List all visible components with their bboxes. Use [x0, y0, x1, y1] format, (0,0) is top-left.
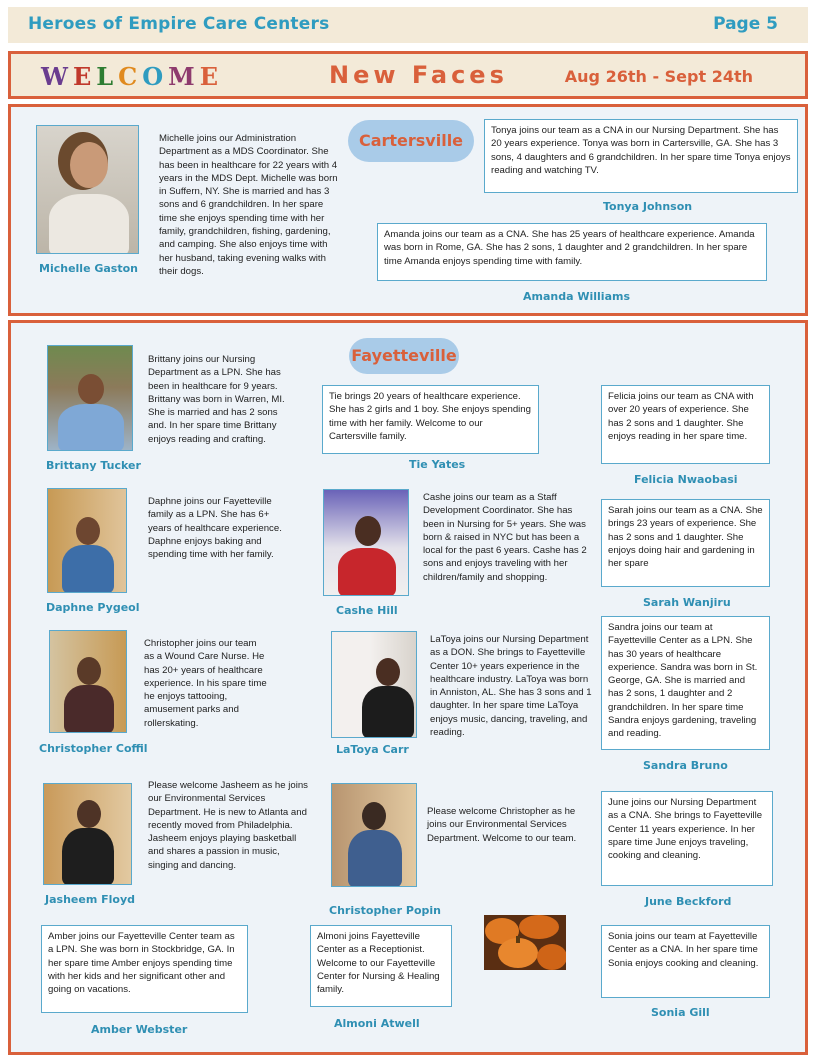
christopher-popin-bio: Please welcome Christopher as he joins our Environmental Services Department. Welcome to our team. — [427, 806, 577, 844]
felicia-bio: Felicia joins our team as CNA with over 20 years of experience. She has 2 sons and 1 daughter. She enjoys reading in her spare time. — [601, 385, 770, 464]
tie-bio: Tie brings 20 years of healthcare experience. She has 2 girls and 1 boy. She enjoys spending time with her family. Welcome to our Cartersville family. — [322, 385, 539, 454]
cashe-photo — [323, 489, 409, 596]
felicia-name: Felicia Nwaobasi — [634, 473, 738, 486]
brittany-name: Brittany Tucker — [46, 459, 141, 472]
cashe-name: Cashe Hill — [336, 604, 398, 617]
new-faces-heading: New Faces — [329, 61, 508, 89]
jasheem-bio: Please welcome Jasheem as he joins our Environmental Services Department. He is new to Atlanta and recently moved from Philadelphia. Jasheem enjoys playing basketball and shares a passion in music, singing and dancing. — [148, 780, 308, 871]
amanda-name: Amanda Williams — [523, 290, 631, 303]
christopher-coffil-name: Christopher Coffil — [39, 742, 148, 755]
sonia-name: Sonia Gill — [651, 1006, 710, 1019]
sonia-bio: Sonia joins our team at Fayetteville Center as a CNA. In her spare time Sonia enjoys cooking and cleaning. — [601, 925, 770, 998]
date-range: Aug 26th - Sept 24th — [564, 67, 753, 86]
cartersville-label: Cartersville — [348, 120, 474, 162]
june-bio: June joins our Nursing Department as a CNA. She brings to Fayetteville Center 11 years experience. In her spare time June enjoys traveling, cooking and cleaning. — [601, 791, 773, 886]
christopher-coffil-bio: Christopher joins our team as a Wound Care Nurse. He has 20+ years of healthcare experience. In his spare time he enjoys tattooing, amusement parks and rollerskating. — [144, 638, 267, 729]
amanda-bio: Amanda joins our team as a CNA. She has 25 years of healthcare experience. Amanda was born in Rome, GA. She has 2 sons, 1 daughter and 2 grandchildren. In her spare time Amanda enjoys spending time with family. — [377, 223, 767, 281]
michelle-bio: Michelle joins our Administration Department as a MDS Coordinator. She has been in healthcare for 22 years with 4 years in the MDS Dept. Michelle was born in Suffern, NY. She is married and has 3 sons and 6 grandchildren. In her spare time she enjoys spending time with her family, grandchildren, fishing, gardening, and camping. She also enjoys time with her husband, taking evening walks with their dogs. — [159, 133, 338, 277]
fayetteville-section — [8, 320, 808, 1055]
tonya-bio: Tonya joins our team as a CNA in our Nursing Department. She has 20 years experience. Tonya was born in Cartersville, GA. She has 3 sons, 4 daughters and 6 grandchildren. In her spare time Tonya enjoys reading and watching TV. — [484, 119, 798, 193]
welcome-banner — [8, 51, 808, 99]
header-bar — [8, 7, 808, 43]
sarah-name: Sarah Wanjiru — [643, 596, 731, 609]
christopher-popin-name: Christopher Popin — [329, 904, 441, 917]
cashe-bio: Cashe joins our team as a Staff Development Coordinator. She has been in Nursing for 5+ years. She was born & raised in NYC but has been a local for the past 6 years. Cashe has 2 sons and enjoys traveling with her children/family and shopping. — [423, 492, 587, 583]
sandra-name: Sandra Bruno — [643, 759, 728, 772]
tie-name: Tie Yates — [409, 458, 466, 471]
brittany-photo — [47, 345, 133, 451]
latoya-bio: LaToya joins our Nursing Department as a DON. She brings to Fayetteville Center 10+ years experience in the healthcare industry. LaToya was born in Anniston, AL. She has 3 sons and 1 daughter. In her spare time LaToya enjoys music, dancing, traveling, and reading. — [430, 634, 592, 739]
page-number: Page 5 — [713, 14, 778, 34]
amber-name: Amber Webster — [91, 1023, 188, 1036]
christopher-popin-photo — [331, 783, 417, 887]
almoni-bio: Almoni joins Fayetteville Center as a Receptionist. Welcome to our Fayetteville Center for Nursing & Healing family. — [310, 925, 452, 1007]
pumpkins-image — [484, 915, 566, 970]
jasheem-photo — [43, 783, 132, 885]
jasheem-name: Jasheem Floyd — [45, 893, 135, 906]
daphne-bio: Daphne joins our Fayetteville family as a LPN. She has 6+ years of healthcare experience. Daphne enjoys baking and spending time with her family. — [148, 496, 282, 561]
newsletter-title: Heroes of Empire Care Centers — [28, 14, 330, 34]
pumpkins-graphic — [484, 915, 566, 970]
daphne-photo — [47, 488, 127, 593]
latoya-photo — [331, 631, 417, 738]
sarah-bio: Sarah joins our team as a CNA. She brings 23 years of experience. She has 2 sons and 1 daughter. She enjoys doing hair and gardening in her spare — [601, 499, 770, 587]
christopher-coffil-photo — [49, 630, 127, 733]
almoni-name: Almoni Atwell — [334, 1017, 420, 1030]
sandra-bio: Sandra joins our team at Fayetteville Center as a LPN. She has 30 years of healthcare experience. Sandra was born in St. George, GA. She is married and has 2 sons, 1 daughter and 2 grandchildren. In her spare time Sandra enjoys gardening, traveling and reading. — [601, 616, 770, 750]
daphne-name: Daphne Pygeol — [46, 601, 140, 614]
latoya-name: LaToya Carr — [336, 743, 409, 756]
amber-bio: Amber joins our Fayetteville Center team as a LPN. She was born in Stockbridge, GA. In her spare time Amber enjoys spending time with her kids and her significant other and going on vacations. — [41, 925, 248, 1013]
cartersville-section — [8, 104, 808, 316]
brittany-bio: Brittany joins our Nursing Department as a LPN. She has been in healthcare for 9 years. Brittany was born in Warren, MI. She is married and has 2 sons and. In her spare time Brittany enjoys reading and crafting. — [148, 354, 285, 445]
welcome-lettering: WELCOME — [41, 62, 224, 91]
michelle-photo — [36, 125, 139, 254]
michelle-name: Michelle Gaston — [39, 262, 139, 275]
tonya-name: Tonya Johnson — [603, 200, 693, 213]
fayetteville-label: Fayetteville — [349, 338, 459, 374]
june-name: June Beckford — [645, 895, 732, 908]
